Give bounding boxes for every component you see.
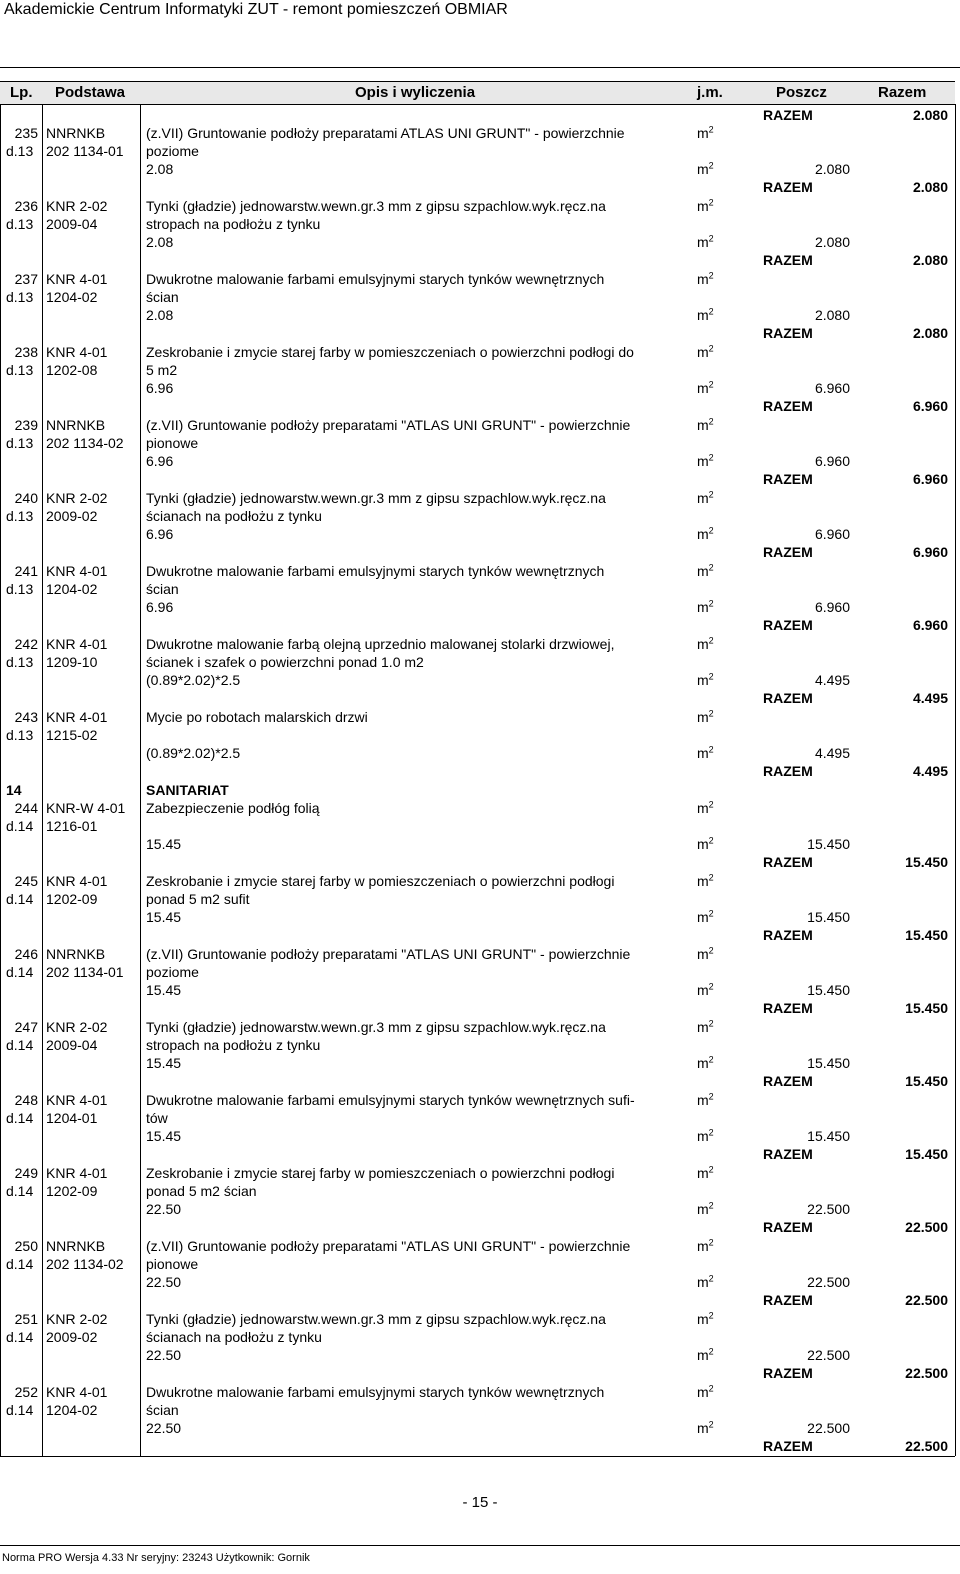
window-title: Akademickie Centrum Informatyki ZUT - remont pomieszczeń OBMIAR xyxy=(4,1,508,18)
bottom-divider xyxy=(0,1545,960,1546)
row-desc-line1: Dwukrotne malowanie farbami emulsyjnymi starych tynków wewnętrznych xyxy=(146,563,605,579)
razem-label: RAZEM xyxy=(763,854,813,870)
row-basis1: KNR 4-01 xyxy=(46,344,108,360)
calc-unit: $m^2$ xyxy=(697,1200,714,1217)
row-desc-line1: Dwukrotne malowanie farbami emulsyjnymi starych tynków wewnętrznych sufi- xyxy=(146,1092,635,1108)
row-basis1: KNR 4-01 xyxy=(46,1092,108,1108)
row-poszcz: 6.960 xyxy=(814,453,850,469)
razem-label: RAZEM xyxy=(763,398,813,414)
row-unit: $m^2$ xyxy=(697,1237,714,1254)
section-title: SANITARIAT xyxy=(146,782,229,798)
razem-label: RAZEM xyxy=(763,927,813,943)
row-basis2: 1216-01 xyxy=(46,818,98,834)
row-basis2: 202 1134-01 xyxy=(46,964,124,980)
razem-value: 6.960 xyxy=(912,617,948,633)
row-desc-line1: Tynki (gładzie) jednowarstw.wewn.gr.3 mm z gipsu szpachlow.wyk.ręcz.na xyxy=(146,1311,606,1327)
header-opis: Opis i wyliczenia xyxy=(355,84,476,101)
row-poszcz: 22.500 xyxy=(807,1274,850,1290)
row-lp: 235 xyxy=(14,125,38,141)
razem-value: 6.960 xyxy=(912,471,948,487)
row-basis2: 1204-02 xyxy=(46,1402,98,1418)
row-basis1: KNR 2-02 xyxy=(46,1311,108,1327)
row-basis1: KNR 4-01 xyxy=(46,709,108,725)
row-basis1: KNR 2-02 xyxy=(46,490,108,506)
row-desc-line2: pionowe xyxy=(146,435,199,451)
calc-unit: $m^2$ xyxy=(697,1419,714,1436)
row-desc-line2: stropach na podłożu z tynku xyxy=(146,216,321,232)
razem-label: RAZEM xyxy=(763,1292,813,1308)
razem-value: 4.495 xyxy=(912,690,948,706)
row-poszcz: 6.960 xyxy=(814,380,850,396)
row-basis2: 202 1134-02 xyxy=(46,1256,124,1272)
row-basis2: 2009-04 xyxy=(46,216,98,232)
row-unit: $m^2$ xyxy=(697,562,714,579)
row-basis1: KNR 2-02 xyxy=(46,1019,108,1035)
razem-value: 22.500 xyxy=(905,1438,948,1454)
row-calc: (0.89*2.02)*2.5 xyxy=(146,745,241,761)
row-desc-line1: Tynki (gładzie) jednowarstw.wewn.gr.3 mm z gipsu szpachlow.wyk.ręcz.na xyxy=(146,198,606,214)
row-unit: $m^2$ xyxy=(697,489,714,506)
row-basis1: NNRNKB xyxy=(46,1238,106,1254)
section-number: 14 xyxy=(6,782,22,798)
razem-value: 15.450 xyxy=(905,854,948,870)
row-poszcz: 4.495 xyxy=(814,672,850,688)
row-basis2: 202 1134-02 xyxy=(46,435,124,451)
row-basis2: 1209-10 xyxy=(46,654,98,670)
calc-unit: $m^2$ xyxy=(697,233,714,250)
razem-value: 22.500 xyxy=(905,1219,948,1235)
header-jm: j.m. xyxy=(697,84,723,101)
razem-label: RAZEM xyxy=(763,107,813,123)
row-calc: 6.96 xyxy=(146,526,174,542)
row-calc: 22.50 xyxy=(146,1420,182,1436)
row-d: d.13 xyxy=(6,435,34,451)
row-unit: $m^2$ xyxy=(697,945,714,962)
razem-value: 15.450 xyxy=(905,1073,948,1089)
row-d: d.13 xyxy=(6,654,34,670)
row-unit: $m^2$ xyxy=(697,1018,714,1035)
razem-label: RAZEM xyxy=(763,325,813,341)
row-lp: 238 xyxy=(14,344,38,360)
row-desc-line1: (z.VII) Gruntowanie podłoży preparatami "ATLAS UNI GRUNT" - powierzchnie xyxy=(146,417,631,433)
row-desc-line1: Dwukrotne malowanie farbami emulsyjnymi starych tynków wewnętrznych xyxy=(146,1384,605,1400)
row-poszcz: 15.450 xyxy=(807,982,850,998)
row-desc-line2: pionowe xyxy=(146,1256,199,1272)
razem-value: 2.080 xyxy=(912,179,948,195)
row-unit: $m^2$ xyxy=(697,416,714,433)
row-calc: 2.08 xyxy=(146,307,174,323)
row-basis2: 1204-01 xyxy=(46,1110,98,1126)
row-desc-line1: (z.VII) Gruntowanie podłoży preparatami "ATLAS UNI GRUNT" - powierzchnie xyxy=(146,1238,631,1254)
row-desc-line1: Mycie po robotach malarskich drzwi xyxy=(146,709,368,725)
razem-value: 15.450 xyxy=(905,927,948,943)
table-border-left xyxy=(0,104,1,1456)
row-poszcz: 2.080 xyxy=(814,161,850,177)
row-basis1: KNR 4-01 xyxy=(46,271,108,287)
row-poszcz: 22.500 xyxy=(807,1420,850,1436)
row-basis1: KNR 4-01 xyxy=(46,563,108,579)
row-desc-line1: Tynki (gładzie) jednowarstw.wewn.gr.3 mm z gipsu szpachlow.wyk.ręcz.na xyxy=(146,1019,606,1035)
row-calc: (0.89*2.02)*2.5 xyxy=(146,672,241,688)
row-lp: 236 xyxy=(14,198,38,214)
row-d: d.14 xyxy=(6,818,34,834)
row-unit: $m^2$ xyxy=(697,635,714,652)
row-lp: 239 xyxy=(14,417,38,433)
row-basis2: 1202-09 xyxy=(46,891,98,907)
razem-label: RAZEM xyxy=(763,763,813,779)
row-desc-line2: stropach na podłożu z tynku xyxy=(146,1037,321,1053)
row-poszcz: 2.080 xyxy=(814,234,850,250)
row-desc-line2: ścianach na podłożu z tynku xyxy=(146,508,322,524)
footer-text: Norma PRO Wersja 4.33 Nr seryjny: 23243 Użytkownik: Gornik xyxy=(2,1552,310,1564)
row-desc-line2: poziome xyxy=(146,964,199,980)
calc-unit: $m^2$ xyxy=(697,908,714,925)
razem-label: RAZEM xyxy=(763,1000,813,1016)
row-lp: 243 xyxy=(14,709,38,725)
row-desc-line2: 5 m2 xyxy=(146,362,178,378)
header-podstawa: Podstawa xyxy=(55,84,126,101)
row-unit: $m^2$ xyxy=(697,708,714,725)
calc-unit: $m^2$ xyxy=(697,525,714,542)
row-basis2: 2009-02 xyxy=(46,1329,98,1345)
row-d: d.14 xyxy=(6,1110,34,1126)
row-calc: 2.08 xyxy=(146,161,174,177)
razem-value: 2.080 xyxy=(912,325,948,341)
row-desc-line2: tów xyxy=(146,1110,168,1126)
row-d: d.14 xyxy=(6,1256,34,1272)
row-poszcz: 22.500 xyxy=(807,1347,850,1363)
row-lp: 250 xyxy=(14,1238,38,1254)
razem-value: 6.960 xyxy=(912,544,948,560)
razem-value: 2.080 xyxy=(912,252,948,268)
row-unit: $m^2$ xyxy=(697,872,714,889)
row-basis1: KNR 4-01 xyxy=(46,1384,108,1400)
row-desc-line1: Tynki (gładzie) jednowarstw.wewn.gr.3 mm z gipsu szpachlow.wyk.ręcz.na xyxy=(146,490,606,506)
row-desc-line2: ścian xyxy=(146,289,179,305)
page-number: - 15 - xyxy=(462,1494,498,1511)
row-poszcz: 2.080 xyxy=(814,307,850,323)
calc-unit: $m^2$ xyxy=(697,306,714,323)
row-calc: 6.96 xyxy=(146,599,174,615)
row-lp: 248 xyxy=(14,1092,38,1108)
header-poszcz: Poszcz xyxy=(776,84,827,101)
row-calc: 15.45 xyxy=(146,1055,182,1071)
row-desc-line1: (z.VII) Gruntowanie podłoży preparatami ATLAS UNI GRUNT" - powierzchnie xyxy=(146,125,625,141)
row-lp: 247 xyxy=(14,1019,38,1035)
row-calc: 22.50 xyxy=(146,1201,182,1217)
row-d: d.13 xyxy=(6,289,34,305)
row-basis1: KNR 4-01 xyxy=(46,1165,108,1181)
razem-label: RAZEM xyxy=(763,252,813,268)
row-basis2: 2009-04 xyxy=(46,1037,98,1053)
row-lp: 244 xyxy=(14,800,38,816)
header-lp: Lp. xyxy=(10,84,33,101)
row-desc-line1: Zabezpieczenie podłóg folią xyxy=(146,800,320,816)
row-d: d.13 xyxy=(6,581,34,597)
row-calc: 2.08 xyxy=(146,234,174,250)
header-razem: Razem xyxy=(878,84,927,101)
table-header xyxy=(0,81,955,105)
calc-unit: $m^2$ xyxy=(697,598,714,615)
row-lp: 249 xyxy=(14,1165,38,1181)
row-unit: $m^2$ xyxy=(697,270,714,287)
row-basis1: KNR-W 4-01 xyxy=(46,800,126,816)
row-unit: $m^2$ xyxy=(697,799,714,816)
row-lp: 245 xyxy=(14,873,38,889)
row-d: d.14 xyxy=(6,1402,34,1418)
row-lp: 242 xyxy=(14,636,38,652)
razem-label: RAZEM xyxy=(763,690,813,706)
calc-unit: $m^2$ xyxy=(697,160,714,177)
row-desc-line2: ścianach na podłożu z tynku xyxy=(146,1329,322,1345)
razem-value: 4.495 xyxy=(912,763,948,779)
calc-unit: $m^2$ xyxy=(697,835,714,852)
row-basis1: NNRNKB xyxy=(46,125,106,141)
row-desc-line1: (z.VII) Gruntowanie podłoży preparatami "ATLAS UNI GRUNT" - powierzchnie xyxy=(146,946,631,962)
calc-unit: $m^2$ xyxy=(697,671,714,688)
row-basis1: NNRNKB xyxy=(46,946,106,962)
row-lp: 251 xyxy=(14,1311,38,1327)
row-d: d.13 xyxy=(6,362,34,378)
row-poszcz: 15.450 xyxy=(807,909,850,925)
row-unit: $m^2$ xyxy=(697,124,714,141)
row-d: d.13 xyxy=(6,508,34,524)
row-d: d.14 xyxy=(6,964,34,980)
row-basis1: KNR 2-02 xyxy=(46,198,108,214)
top-divider xyxy=(0,67,960,68)
row-d: d.14 xyxy=(6,1183,34,1199)
row-calc: 22.50 xyxy=(146,1347,182,1363)
row-desc-line1: Dwukrotne malowanie farbami emulsyjnymi starych tynków wewnętrznych xyxy=(146,271,605,287)
razem-label: RAZEM xyxy=(763,1438,813,1454)
razem-value: 22.500 xyxy=(905,1365,948,1381)
calc-unit: $m^2$ xyxy=(697,452,714,469)
razem-value: 22.500 xyxy=(905,1292,948,1308)
row-d: d.13 xyxy=(6,727,34,743)
calc-unit: $m^2$ xyxy=(697,1127,714,1144)
row-basis2: 1202-09 xyxy=(46,1183,98,1199)
row-calc: 6.96 xyxy=(146,453,174,469)
column-divider-basis xyxy=(140,104,141,1456)
razem-label: RAZEM xyxy=(763,544,813,560)
razem-label: RAZEM xyxy=(763,471,813,487)
row-basis1: KNR 4-01 xyxy=(46,636,108,652)
row-calc: 15.45 xyxy=(146,1128,182,1144)
row-poszcz: 4.495 xyxy=(814,745,850,761)
row-basis2: 1215-02 xyxy=(46,727,98,743)
razem-value: 6.960 xyxy=(912,398,948,414)
row-calc: 15.45 xyxy=(146,836,182,852)
row-basis2: 202 1134-01 xyxy=(46,143,124,159)
row-poszcz: 22.500 xyxy=(807,1201,850,1217)
row-desc-line2: ścian xyxy=(146,1402,179,1418)
row-calc: 15.45 xyxy=(146,909,182,925)
row-basis2: 1204-02 xyxy=(46,289,98,305)
razem-value: 15.450 xyxy=(905,1000,948,1016)
row-basis2: 1202-08 xyxy=(46,362,98,378)
razem-label: RAZEM xyxy=(763,1219,813,1235)
row-lp: 240 xyxy=(14,490,38,506)
razem-value: 15.450 xyxy=(905,1146,948,1162)
table-border-bottom xyxy=(0,1456,955,1457)
row-lp: 237 xyxy=(14,271,38,287)
row-basis1: KNR 4-01 xyxy=(46,873,108,889)
column-divider-lp xyxy=(42,104,43,1456)
row-basis1: NNRNKB xyxy=(46,417,106,433)
row-desc-line1: Zeskrobanie i zmycie starej farby w pomieszczeniach o powierzchni podłogi xyxy=(146,1165,615,1181)
row-unit: $m^2$ xyxy=(697,1091,714,1108)
row-desc-line2: ścianek i szafek o powierzchni ponad 1.0 m2 xyxy=(146,654,424,670)
row-basis2: 2009-02 xyxy=(46,508,98,524)
row-d: d.13 xyxy=(6,216,34,232)
row-poszcz: 15.450 xyxy=(807,1055,850,1071)
calc-unit: $m^2$ xyxy=(697,379,714,396)
table-border-right xyxy=(955,104,956,1456)
row-d: d.14 xyxy=(6,1037,34,1053)
row-desc-line2: poziome xyxy=(146,143,199,159)
row-poszcz: 15.450 xyxy=(807,836,850,852)
row-desc-line2: ponad 5 m2 ścian xyxy=(146,1183,257,1199)
row-unit: $m^2$ xyxy=(697,1164,714,1181)
row-unit: $m^2$ xyxy=(697,343,714,360)
calc-unit: $m^2$ xyxy=(697,1273,714,1290)
razem-label: RAZEM xyxy=(763,1146,813,1162)
row-desc-line2: ponad 5 m2 sufit xyxy=(146,891,250,907)
row-desc-line1: Zeskrobanie i zmycie starej farby w pomieszczeniach o powierzchni podłogi do xyxy=(146,344,634,360)
row-lp: 252 xyxy=(14,1384,38,1400)
row-poszcz: 6.960 xyxy=(814,526,850,542)
row-lp: 246 xyxy=(14,946,38,962)
row-unit: $m^2$ xyxy=(697,1383,714,1400)
row-basis2: 1204-02 xyxy=(46,581,98,597)
row-calc: 22.50 xyxy=(146,1274,182,1290)
razem-label: RAZEM xyxy=(763,1365,813,1381)
row-d: d.14 xyxy=(6,891,34,907)
row-lp: 241 xyxy=(14,563,38,579)
row-unit: $m^2$ xyxy=(697,197,714,214)
razem-label: RAZEM xyxy=(763,179,813,195)
row-calc: 6.96 xyxy=(146,380,174,396)
calc-unit: $m^2$ xyxy=(697,744,714,761)
calc-unit: $m^2$ xyxy=(697,981,714,998)
row-desc-line2: ścian xyxy=(146,581,179,597)
row-d: d.13 xyxy=(6,143,34,159)
row-calc: 15.45 xyxy=(146,982,182,998)
row-d: d.14 xyxy=(6,1329,34,1345)
row-unit: $m^2$ xyxy=(697,1310,714,1327)
razem-value: 2.080 xyxy=(912,107,948,123)
razem-label: RAZEM xyxy=(763,1073,813,1089)
calc-unit: $m^2$ xyxy=(697,1346,714,1363)
row-desc-line1: Dwukrotne malowanie farbą olejną uprzednio malowanej stolarki drzwiowej, xyxy=(146,636,615,652)
row-poszcz: 15.450 xyxy=(807,1128,850,1144)
calc-unit: $m^2$ xyxy=(697,1054,714,1071)
row-desc-line1: Zeskrobanie i zmycie starej farby w pomieszczeniach o powierzchni podłogi xyxy=(146,873,615,889)
row-poszcz: 6.960 xyxy=(814,599,850,615)
razem-label: RAZEM xyxy=(763,617,813,633)
